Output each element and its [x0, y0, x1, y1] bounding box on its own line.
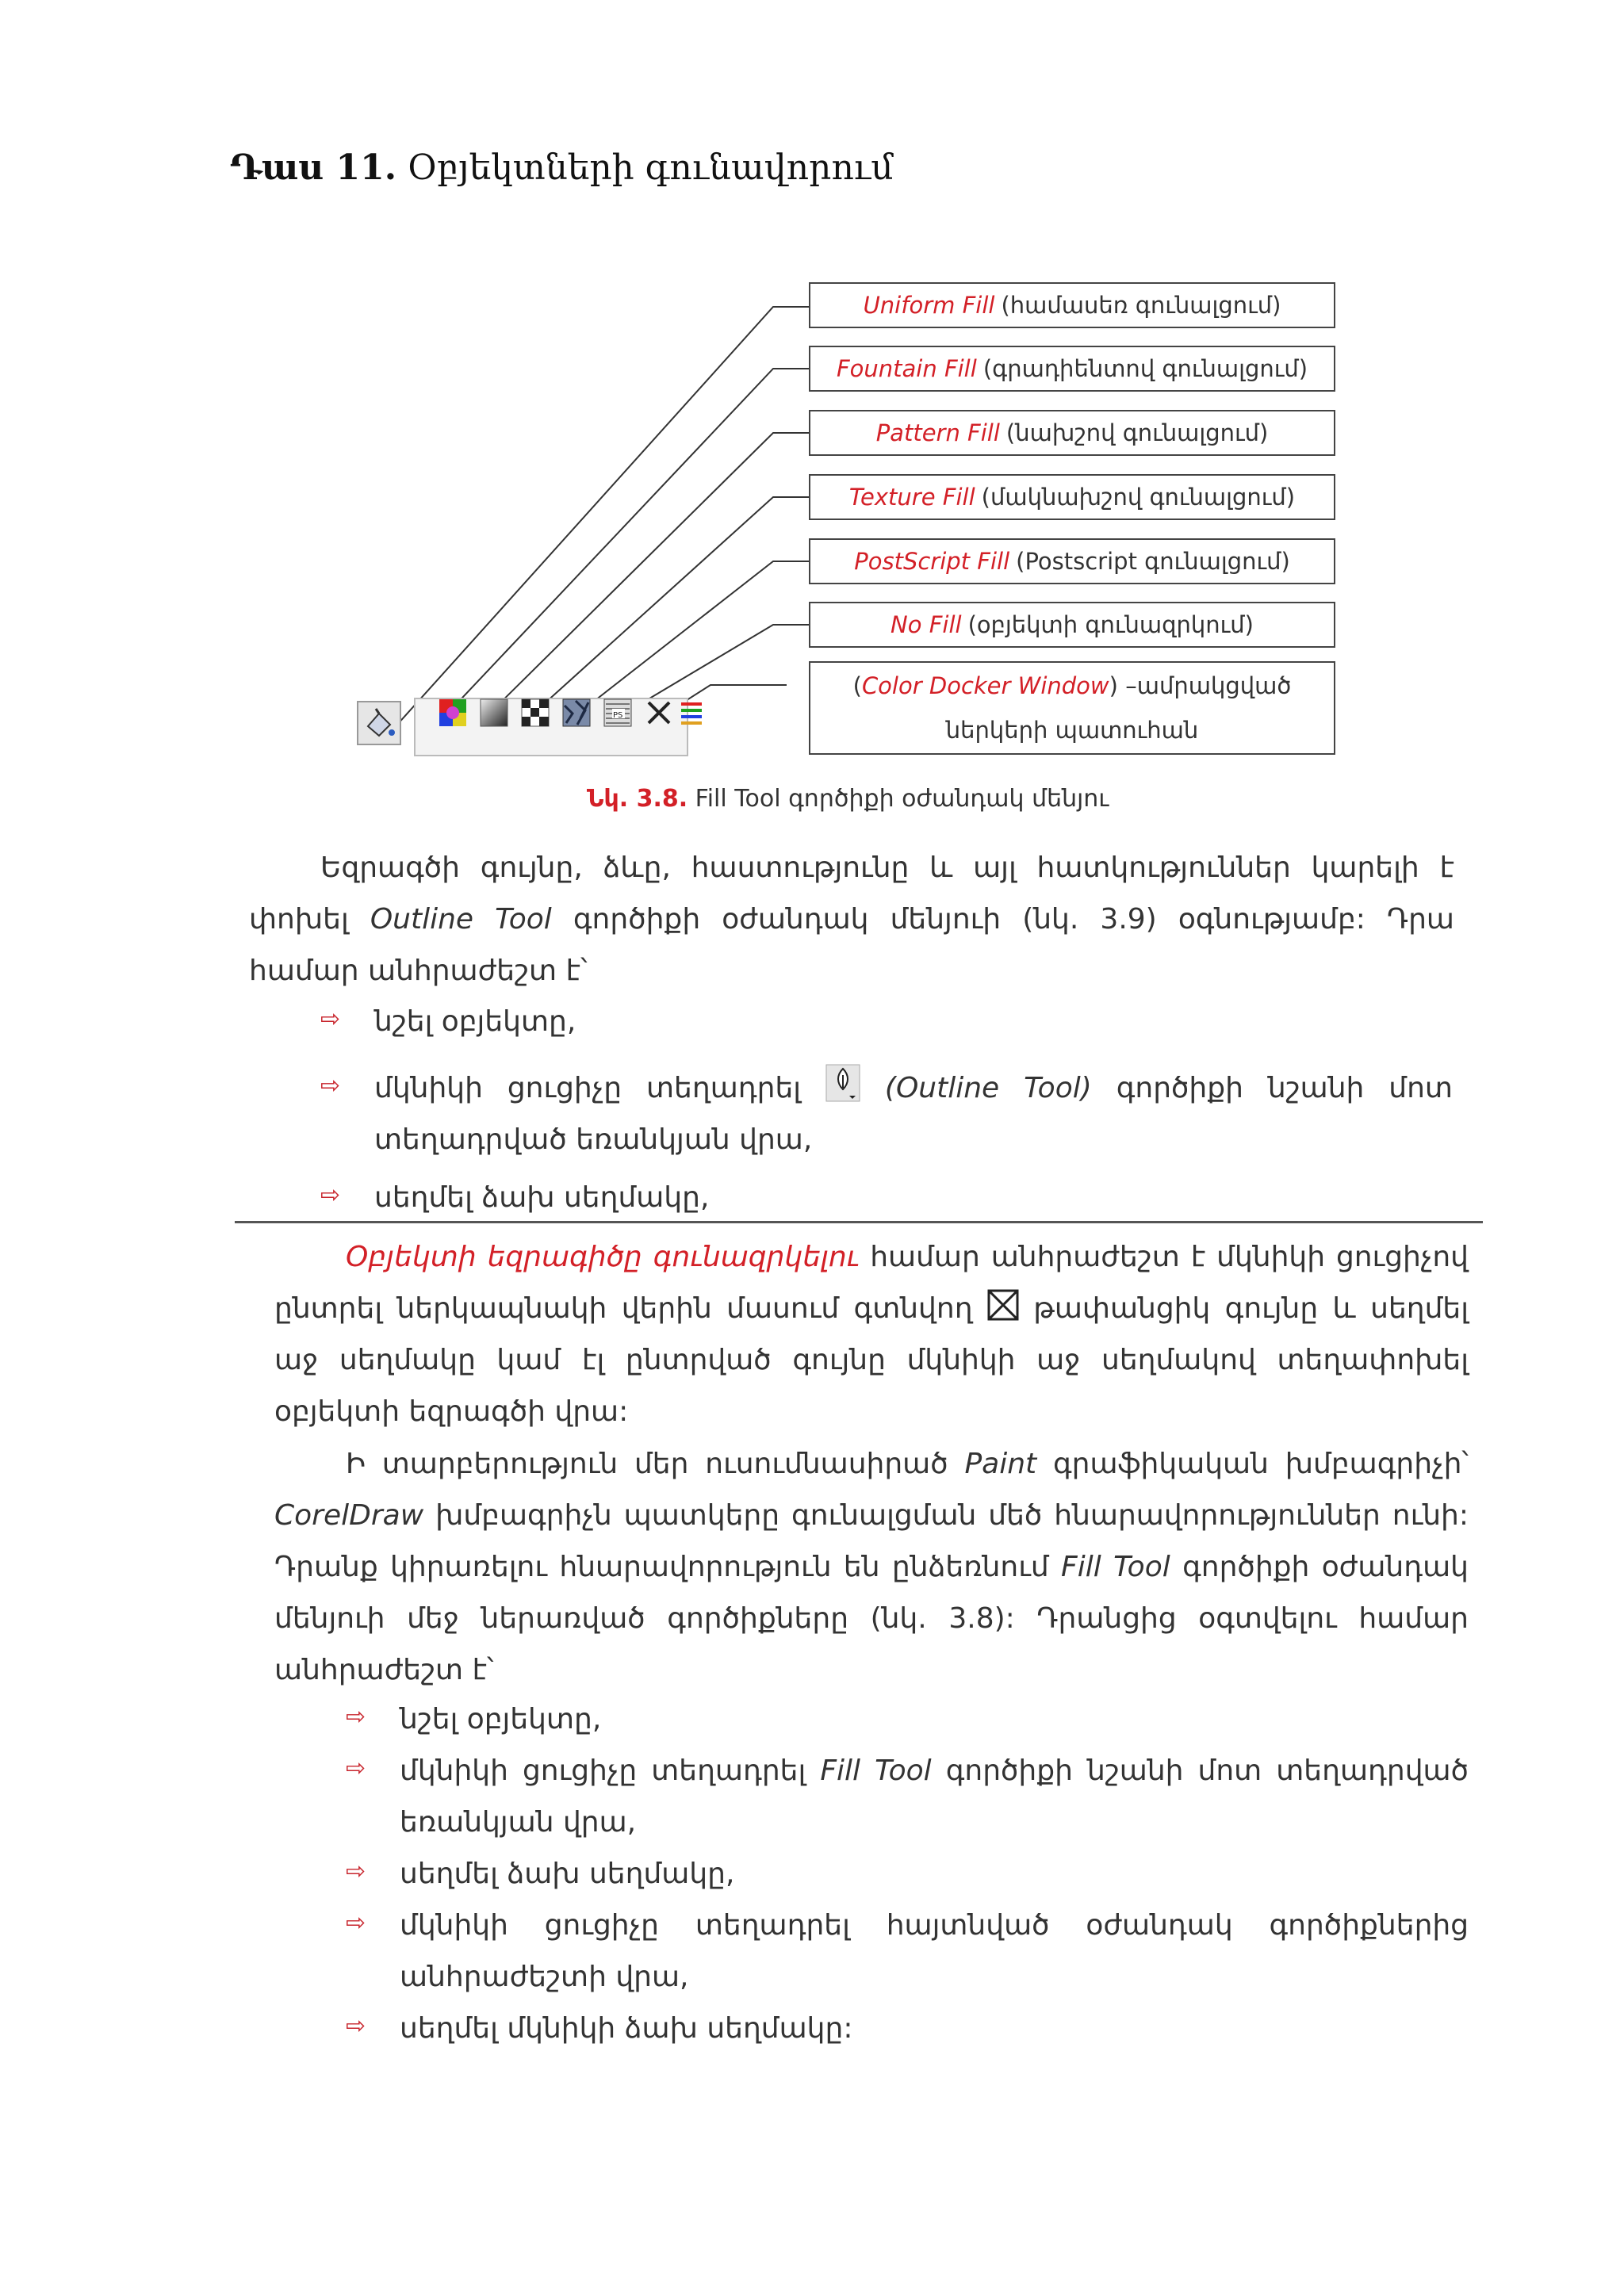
paragraph-remove-outline: Օբյեկտի եզրագիծը գունազրկելու համար անհրաժեշտ է մկնիկի ցուցիչով ընտրել ներկապնակի վերին մասում գտնվող թափանցիկ գույնը և սեղմել աջ սեղմակը կամ էլ ընտրված գույնը մկնիկի աջ սեղմակով տեղափոխել օբյեկտի եզրագծի վրա: — [274, 1241, 1469, 1428]
bullet-arrow-icon: ⇨ — [346, 1703, 366, 1731]
list-item: նշել օբյեկտը, — [400, 1703, 602, 1735]
callout-no-fill: No Fill (օբյեկտի գունազրկում) — [809, 602, 1335, 648]
bullet-arrow-icon: ⇨ — [320, 1072, 341, 1100]
callout-postscript-fill: PostScript Fill (Postscript գունալցում) — [809, 538, 1335, 584]
fill-bucket-icon[interactable] — [357, 701, 401, 745]
pattern-fill-icon[interactable] — [520, 698, 550, 728]
fill-tool-flyout — [357, 698, 690, 756]
bullet-arrow-icon: ⇨ — [346, 1858, 366, 1885]
list-item: նշել օբյեկտը, — [374, 1005, 576, 1038]
callout-fountain-fill: Fountain Fill (գրադիենտով գունալցում) — [809, 346, 1335, 392]
outline-tool-icon — [825, 1064, 860, 1102]
list-item: մկնիկի ցուցիչը տեղադրել Fill Tool գործիքի նշանի մոտ տեղադրված եռանկյան վրա, — [400, 1755, 1469, 1839]
paragraph-fill-tool: Ի տարբերություն մեր ուսումնասիրած Paint գրաֆիկական խմբագրիչի՝ CorelDraw խմբագրիչն պատկերը գունալցման մեծ հնարավորություններ ունի: Դրանք կիրառելու հնարավորություն են ընձեռնում Fill Tool գործիքի օժանդակ մենյուի մեջ ներառված գործիքները (նկ. 3.8): Դրանցից օգտվելու համար անհրաժեշտ է՝ — [274, 1448, 1469, 1686]
bullet-arrow-icon: ⇨ — [320, 1005, 341, 1033]
uniform-fill-icon[interactable] — [438, 698, 468, 728]
bullet-arrow-icon: ⇨ — [320, 1181, 341, 1209]
list-item: սեղմել ձախ սեղմակը, — [400, 1858, 735, 1890]
callout-color-docker: (Color Docker Window) –ամրակցված ներկերի պատուհան — [809, 661, 1335, 755]
fountain-fill-icon[interactable] — [479, 698, 509, 728]
list-item: մկնիկի ցուցիչը տեղադրել հայտնված օժանդակ գործիքներից անհրաժեշտի վրա, — [400, 1909, 1469, 1993]
list-item: մկնիկի ցուցիչը տեղադրել (Outline Tool) գործիքի նշանի մոտ տեղադրված եռանկյան վրա, — [374, 1062, 1453, 1165]
list-item: սեղմել մկնիկի ձախ սեղմակը: — [400, 2012, 853, 2045]
list-item: սեղմել ձախ սեղմակը, — [374, 1181, 710, 1214]
color-docker-icon[interactable] — [679, 698, 706, 728]
callout-pattern-fill: Pattern Fill (նախշով գունալցում) — [809, 410, 1335, 456]
no-fill-icon[interactable] — [644, 698, 674, 728]
divider — [235, 1221, 1483, 1223]
callout-texture-fill: Texture Fill (մակնախշով գունալցում) — [809, 474, 1335, 520]
bullet-arrow-icon: ⇨ — [346, 1909, 366, 1937]
bullet-arrow-icon: ⇨ — [346, 2012, 366, 2040]
callout-uniform-fill: Uniform Fill (համասեռ գունալցում) — [809, 282, 1335, 328]
lesson-title: Դաս 11. Օբյեկտների գունավորում — [230, 147, 894, 188]
figure-caption: Նկ. 3.8. Fill Tool գործիքի օժանդակ մենյու — [587, 785, 1109, 813]
texture-fill-icon[interactable] — [561, 698, 592, 728]
paragraph-outline: Եզրագծի գույնը, ձևը, հաստությունը և այլ հատկություններ կարելի է փոխել Outline Tool գործիքի օժանդակ մենյուի (նկ. 3.9) օգնությամբ: Դրա համար անհրաժեշտ է՝ — [249, 851, 1454, 987]
postscript-fill-icon[interactable] — [603, 698, 633, 728]
svg-text:PS: PS — [613, 711, 623, 720]
no-color-swatch-icon — [987, 1289, 1019, 1321]
fill-tool-figure — [301, 270, 1348, 825]
bullet-arrow-icon: ⇨ — [346, 1755, 366, 1782]
